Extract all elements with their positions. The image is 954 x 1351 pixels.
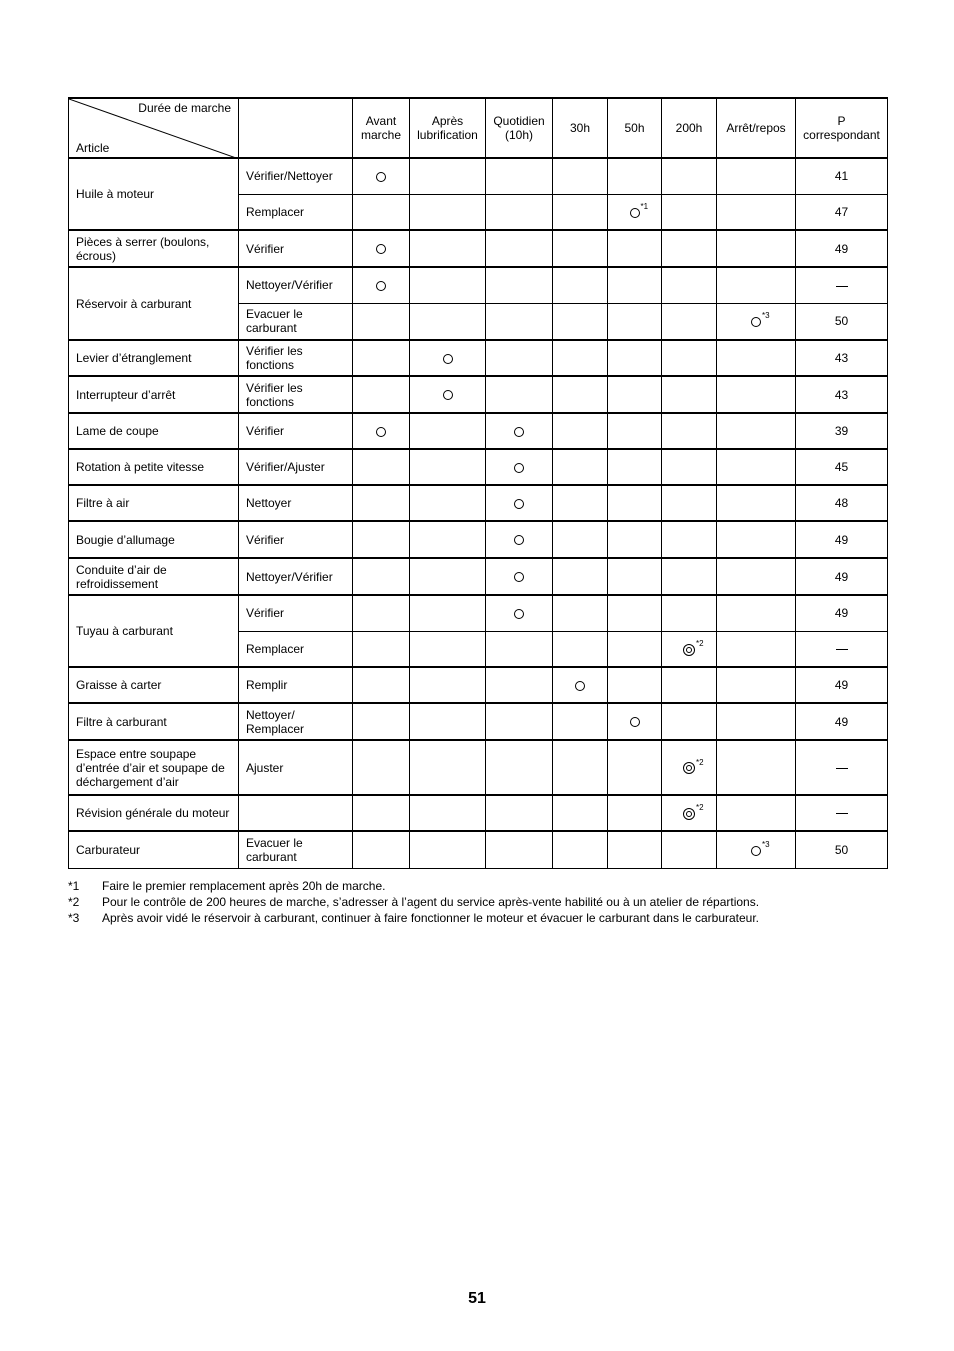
interval-cell bbox=[717, 558, 796, 595]
interval-cell bbox=[717, 413, 796, 449]
table-row bbox=[69, 158, 888, 194]
interval-cell bbox=[353, 194, 410, 230]
interval-cell bbox=[608, 631, 662, 667]
dash-icon bbox=[836, 813, 848, 814]
interval-cell bbox=[662, 831, 717, 868]
operation-cell: Remplir bbox=[239, 667, 353, 703]
table-body bbox=[69, 158, 888, 868]
table-row bbox=[69, 449, 888, 485]
interval-cell bbox=[353, 303, 410, 340]
interval-cell bbox=[410, 831, 486, 868]
operation-cell: Nettoyer/Vérifier bbox=[239, 558, 353, 595]
duration-label: Durée de marche bbox=[138, 101, 231, 115]
interval-cell bbox=[717, 267, 796, 303]
table-row bbox=[69, 831, 888, 868]
interval-cell bbox=[717, 831, 796, 868]
interval-cell bbox=[410, 340, 486, 376]
page-ref-cell: 49 bbox=[796, 667, 888, 703]
header-diagonal-cell bbox=[69, 98, 239, 158]
interval-cell bbox=[353, 376, 410, 413]
interval-cell bbox=[717, 631, 796, 667]
interval-cell bbox=[608, 449, 662, 485]
interval-cell bbox=[486, 595, 553, 631]
col-header: Arrêt/repos bbox=[717, 98, 796, 158]
interval-cell bbox=[608, 194, 662, 230]
header-row bbox=[69, 98, 888, 158]
article-cell: Levier d’étranglement bbox=[69, 340, 239, 376]
interval-cell bbox=[717, 795, 796, 831]
page-ref-cell bbox=[796, 631, 888, 667]
interval-cell bbox=[353, 340, 410, 376]
circle-mark bbox=[630, 201, 649, 219]
interval-cell bbox=[662, 795, 717, 831]
interval-cell bbox=[410, 158, 486, 194]
article-cell: Carburateur bbox=[69, 831, 239, 868]
circle-mark bbox=[376, 278, 386, 292]
operation-cell: Remplacer bbox=[239, 194, 353, 230]
circle-icon bbox=[514, 427, 524, 437]
interval-cell bbox=[410, 667, 486, 703]
interval-cell bbox=[410, 795, 486, 831]
page-ref-cell: 48 bbox=[796, 485, 888, 521]
article-cell: Bougie d’allumage bbox=[69, 521, 239, 558]
interval-cell bbox=[608, 230, 662, 267]
interval-cell bbox=[608, 303, 662, 340]
interval-cell bbox=[410, 230, 486, 267]
circle-icon bbox=[376, 244, 386, 254]
circle-mark bbox=[575, 678, 585, 692]
interval-cell bbox=[553, 340, 608, 376]
operation-cell: Vérifier les fonctions bbox=[239, 376, 353, 413]
table-row bbox=[69, 376, 888, 413]
circle-icon bbox=[443, 390, 453, 400]
interval-cell bbox=[662, 267, 717, 303]
interval-cell bbox=[410, 376, 486, 413]
table-row bbox=[69, 340, 888, 376]
col-header: Après lubrification bbox=[410, 98, 486, 158]
table-row bbox=[69, 667, 888, 703]
circle-mark bbox=[630, 715, 640, 729]
double-circle-icon bbox=[683, 762, 695, 774]
interval-cell bbox=[553, 703, 608, 740]
operation-cell: Vérifier les fonctions bbox=[239, 340, 353, 376]
dash-icon bbox=[836, 286, 848, 287]
double-circle-mark bbox=[683, 638, 704, 656]
footnotes bbox=[68, 878, 759, 926]
interval-cell bbox=[608, 558, 662, 595]
col-header: 50h bbox=[608, 98, 662, 158]
page-ref-cell: 41 bbox=[796, 158, 888, 194]
interval-cell bbox=[353, 831, 410, 868]
circle-icon bbox=[575, 681, 585, 691]
interval-cell bbox=[410, 267, 486, 303]
interval-cell bbox=[608, 795, 662, 831]
footnote-ref: *3 bbox=[762, 839, 770, 849]
footnote-ref: *3 bbox=[762, 311, 770, 321]
table-row bbox=[69, 740, 888, 795]
interval-cell bbox=[553, 267, 608, 303]
table-row bbox=[69, 230, 888, 267]
table-row bbox=[69, 521, 888, 558]
interval-cell bbox=[486, 631, 553, 667]
page-ref-cell: 49 bbox=[796, 521, 888, 558]
interval-cell bbox=[662, 303, 717, 340]
maintenance-table bbox=[68, 97, 888, 869]
circle-mark bbox=[514, 570, 524, 584]
page-ref-cell: 45 bbox=[796, 449, 888, 485]
interval-cell bbox=[553, 303, 608, 340]
interval-cell bbox=[553, 740, 608, 795]
interval-cell bbox=[353, 449, 410, 485]
article-cell: Conduite d’air de refroidissement bbox=[69, 558, 239, 595]
interval-cell bbox=[353, 795, 410, 831]
interval-cell bbox=[553, 795, 608, 831]
page-ref-cell: 39 bbox=[796, 413, 888, 449]
interval-cell bbox=[486, 740, 553, 795]
interval-cell bbox=[717, 194, 796, 230]
article-cell: Rotation à petite vitesse bbox=[69, 449, 239, 485]
interval-cell bbox=[486, 521, 553, 558]
page-ref-cell: 50 bbox=[796, 303, 888, 340]
interval-cell bbox=[486, 449, 553, 485]
interval-cell bbox=[608, 413, 662, 449]
interval-cell bbox=[662, 376, 717, 413]
circle-mark bbox=[376, 169, 386, 183]
interval-cell bbox=[662, 595, 717, 631]
interval-cell bbox=[608, 831, 662, 868]
operation-cell: Vérifier bbox=[239, 413, 353, 449]
page-ref-cell: 49 bbox=[796, 558, 888, 595]
footnote-key: *2 bbox=[68, 895, 80, 909]
circle-icon bbox=[514, 609, 524, 619]
page-number: 51 bbox=[468, 1290, 486, 1307]
interval-cell bbox=[553, 521, 608, 558]
circle-icon bbox=[514, 535, 524, 545]
interval-cell bbox=[553, 158, 608, 194]
footnote bbox=[68, 878, 759, 894]
interval-cell bbox=[353, 230, 410, 267]
col-header: Quotidien (10h) bbox=[486, 98, 553, 158]
interval-cell bbox=[662, 558, 717, 595]
interval-cell bbox=[717, 376, 796, 413]
table-row bbox=[69, 485, 888, 521]
interval-cell bbox=[486, 485, 553, 521]
interval-cell bbox=[486, 558, 553, 595]
footnote-text: Pour le contrôle de 200 heures de marche, s’adresser à l’agent du service après-vente habilité ou à un atelier de répartions. bbox=[102, 895, 760, 909]
circle-icon bbox=[751, 317, 761, 327]
interval-cell bbox=[486, 340, 553, 376]
page-ref-cell bbox=[796, 267, 888, 303]
interval-cell bbox=[608, 376, 662, 413]
article-cell: Filtre à air bbox=[69, 485, 239, 521]
table-row bbox=[69, 558, 888, 595]
interval-cell bbox=[410, 740, 486, 795]
footnote-ref: *1 bbox=[640, 201, 649, 211]
interval-cell bbox=[410, 485, 486, 521]
table-row bbox=[69, 267, 888, 303]
footnote-text: Faire le premier remplacement après 20h de marche. bbox=[102, 879, 386, 893]
circle-mark bbox=[514, 533, 524, 547]
interval-cell bbox=[486, 303, 553, 340]
circle-icon bbox=[751, 846, 761, 856]
interval-cell bbox=[717, 449, 796, 485]
article-cell: Espace entre soupape d’entrée d’air et soupape de déchargement d’air bbox=[69, 740, 239, 795]
article-cell: Interrupteur d’arrêt bbox=[69, 376, 239, 413]
interval-cell bbox=[553, 631, 608, 667]
operation-cell: Nettoyer/ Remplacer bbox=[239, 703, 353, 740]
interval-cell bbox=[486, 230, 553, 267]
col-header: 30h bbox=[553, 98, 608, 158]
interval-cell bbox=[662, 449, 717, 485]
page-ref-cell: 43 bbox=[796, 340, 888, 376]
page-ref-cell: 49 bbox=[796, 230, 888, 267]
interval-cell bbox=[717, 230, 796, 267]
footnote-key: *3 bbox=[68, 911, 80, 925]
circle-mark bbox=[443, 351, 453, 365]
interval-cell bbox=[717, 485, 796, 521]
page-ref-cell bbox=[796, 795, 888, 831]
interval-cell bbox=[553, 194, 608, 230]
interval-cell bbox=[553, 667, 608, 703]
interval-cell bbox=[717, 667, 796, 703]
circle-icon bbox=[514, 499, 524, 509]
interval-cell bbox=[662, 667, 717, 703]
table-row bbox=[69, 795, 888, 831]
interval-cell bbox=[353, 740, 410, 795]
article-cell: Réservoir à carburant bbox=[69, 267, 239, 340]
interval-cell bbox=[410, 631, 486, 667]
footnote-key: *1 bbox=[68, 879, 80, 893]
interval-cell bbox=[662, 485, 717, 521]
interval-cell bbox=[486, 831, 553, 868]
circle-icon bbox=[514, 572, 524, 582]
interval-cell bbox=[553, 449, 608, 485]
footnote-ref: *2 bbox=[696, 757, 704, 767]
operation-cell: Remplacer bbox=[239, 631, 353, 667]
interval-cell bbox=[553, 558, 608, 595]
page-ref-cell: 50 bbox=[796, 831, 888, 868]
interval-cell bbox=[410, 303, 486, 340]
interval-cell bbox=[353, 558, 410, 595]
dash-icon bbox=[836, 768, 848, 769]
interval-cell bbox=[717, 158, 796, 194]
interval-cell bbox=[410, 558, 486, 595]
operation-cell: Nettoyer bbox=[239, 485, 353, 521]
article-cell: Pièces à serrer (boulons, écrous) bbox=[69, 230, 239, 267]
circle-icon bbox=[376, 427, 386, 437]
interval-cell bbox=[662, 703, 717, 740]
interval-cell bbox=[486, 703, 553, 740]
circle-mark bbox=[376, 424, 386, 438]
circle-mark bbox=[514, 460, 524, 474]
double-circle-icon bbox=[683, 808, 695, 820]
interval-cell bbox=[608, 703, 662, 740]
interval-cell bbox=[486, 795, 553, 831]
interval-cell bbox=[662, 631, 717, 667]
interval-cell bbox=[553, 485, 608, 521]
dash-icon bbox=[836, 649, 848, 650]
interval-cell bbox=[353, 631, 410, 667]
operation-cell: Nettoyer/Vérifier bbox=[239, 267, 353, 303]
col-header: P correspondant bbox=[796, 98, 888, 158]
interval-cell bbox=[410, 449, 486, 485]
circle-icon bbox=[514, 463, 524, 473]
article-cell: Lame de coupe bbox=[69, 413, 239, 449]
page-ref-cell bbox=[796, 740, 888, 795]
interval-cell bbox=[353, 485, 410, 521]
interval-cell bbox=[717, 303, 796, 340]
operation-cell: Vérifier bbox=[239, 595, 353, 631]
circle-icon bbox=[376, 172, 386, 182]
interval-cell bbox=[486, 667, 553, 703]
table-row bbox=[69, 413, 888, 449]
interval-cell bbox=[662, 158, 717, 194]
circle-mark bbox=[751, 311, 770, 328]
operation-cell: Evacuer le carburant bbox=[239, 831, 353, 868]
operation-cell: Vérifier/Nettoyer bbox=[239, 158, 353, 194]
operation-cell: Vérifier bbox=[239, 230, 353, 267]
circle-icon bbox=[376, 281, 386, 291]
double-circle-mark bbox=[683, 803, 704, 820]
interval-cell bbox=[608, 595, 662, 631]
interval-cell bbox=[662, 340, 717, 376]
double-circle-icon bbox=[683, 644, 695, 656]
interval-cell bbox=[553, 595, 608, 631]
interval-cell bbox=[717, 703, 796, 740]
circle-icon bbox=[443, 354, 453, 364]
article-cell: Huile à moteur bbox=[69, 158, 239, 230]
interval-cell bbox=[608, 158, 662, 194]
interval-cell bbox=[608, 521, 662, 558]
operation-cell: Vérifier/Ajuster bbox=[239, 449, 353, 485]
interval-cell bbox=[410, 703, 486, 740]
interval-cell bbox=[353, 703, 410, 740]
circle-icon bbox=[630, 717, 640, 727]
operation-cell: Vérifier bbox=[239, 521, 353, 558]
article-cell: Graisse à carter bbox=[69, 667, 239, 703]
operation-cell: Ajuster bbox=[239, 740, 353, 795]
interval-cell bbox=[717, 595, 796, 631]
footnote-ref: *2 bbox=[696, 638, 704, 648]
interval-cell bbox=[486, 376, 553, 413]
interval-cell bbox=[717, 521, 796, 558]
operation-header bbox=[239, 98, 353, 158]
footnote bbox=[68, 910, 759, 926]
footnote bbox=[68, 894, 759, 910]
article-cell: Révision générale du moteur bbox=[69, 795, 239, 831]
interval-cell bbox=[662, 521, 717, 558]
interval-cell bbox=[608, 485, 662, 521]
interval-cell bbox=[608, 267, 662, 303]
interval-cell bbox=[353, 521, 410, 558]
table-row bbox=[69, 595, 888, 631]
interval-cell bbox=[486, 413, 553, 449]
interval-cell bbox=[410, 595, 486, 631]
interval-cell bbox=[553, 230, 608, 267]
interval-cell bbox=[662, 413, 717, 449]
operation-cell: Evacuer le carburant bbox=[239, 303, 353, 340]
interval-cell bbox=[486, 158, 553, 194]
circle-mark bbox=[514, 606, 524, 620]
circle-icon bbox=[630, 208, 640, 218]
interval-cell bbox=[353, 267, 410, 303]
interval-cell bbox=[410, 521, 486, 558]
circle-mark bbox=[514, 424, 524, 438]
page-ref-cell: 43 bbox=[796, 376, 888, 413]
interval-cell bbox=[410, 194, 486, 230]
interval-cell bbox=[608, 340, 662, 376]
footnote-text: Après avoir vidé le réservoir à carburant, continuer à faire fonctionner le moteur et évacuer le carburant dans le carburateur. bbox=[102, 911, 760, 925]
double-circle-mark bbox=[683, 757, 704, 775]
interval-cell bbox=[662, 740, 717, 795]
interval-cell bbox=[717, 740, 796, 795]
article-cell: Filtre à carburant bbox=[69, 703, 239, 740]
interval-cell bbox=[608, 667, 662, 703]
interval-cell bbox=[608, 740, 662, 795]
interval-cell bbox=[717, 340, 796, 376]
circle-mark bbox=[376, 242, 386, 256]
circle-mark bbox=[514, 496, 524, 510]
interval-cell bbox=[553, 376, 608, 413]
circle-mark bbox=[751, 839, 770, 857]
page-ref-cell: 49 bbox=[796, 703, 888, 740]
page-ref-cell: 49 bbox=[796, 595, 888, 631]
interval-cell bbox=[486, 194, 553, 230]
footnote-ref: *2 bbox=[696, 803, 704, 812]
article-label: Article bbox=[76, 141, 110, 155]
article-cell: Tuyau à carburant bbox=[69, 595, 239, 667]
col-header: Avant marche bbox=[353, 98, 410, 158]
interval-cell bbox=[486, 267, 553, 303]
operation-cell bbox=[239, 795, 353, 831]
table-row bbox=[69, 703, 888, 740]
interval-cell bbox=[662, 194, 717, 230]
page-ref-cell: 47 bbox=[796, 194, 888, 230]
interval-cell bbox=[353, 413, 410, 449]
interval-cell bbox=[353, 158, 410, 194]
interval-cell bbox=[353, 595, 410, 631]
interval-cell bbox=[410, 413, 486, 449]
interval-cell bbox=[662, 230, 717, 267]
interval-cell bbox=[353, 667, 410, 703]
interval-cell bbox=[553, 831, 608, 868]
col-header: 200h bbox=[662, 98, 717, 158]
interval-cell bbox=[553, 413, 608, 449]
circle-mark bbox=[443, 388, 453, 402]
